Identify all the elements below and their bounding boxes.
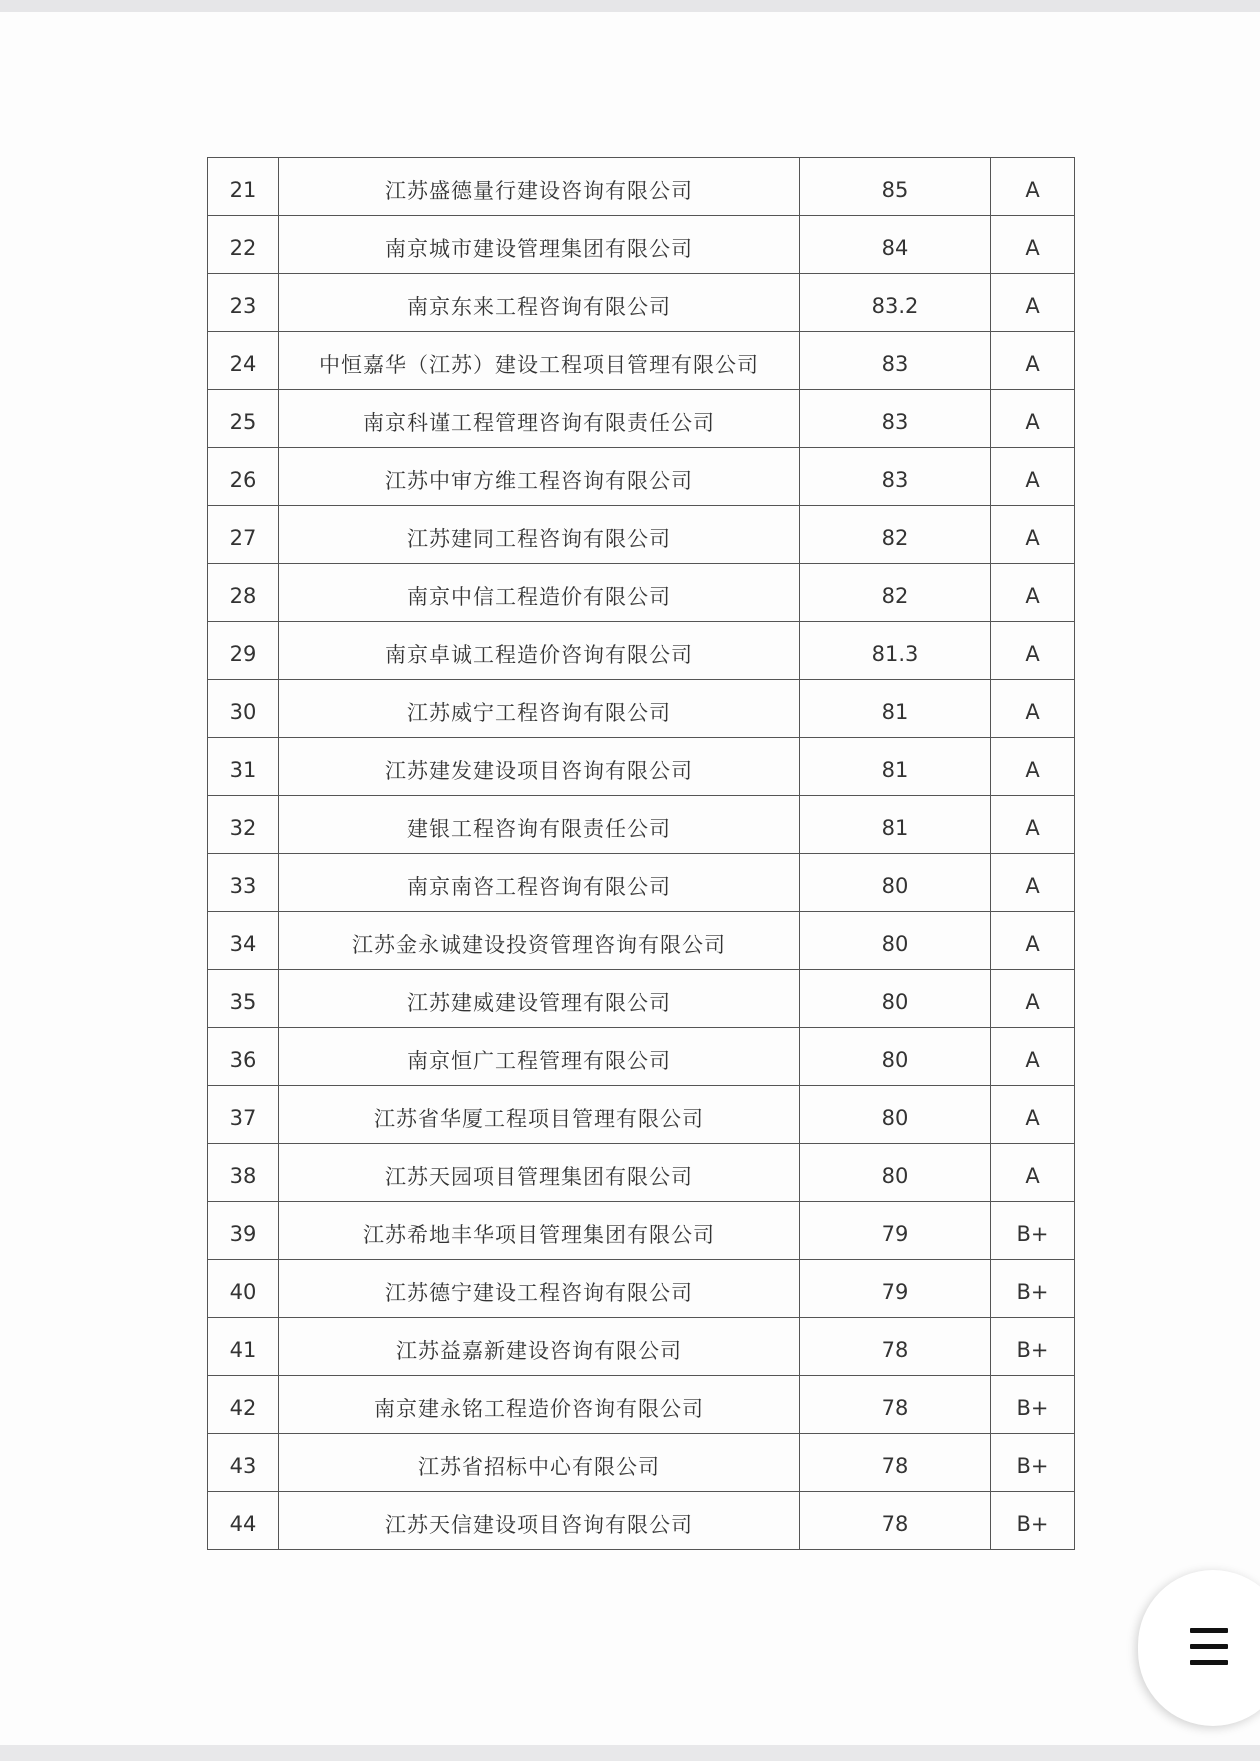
score: 83 — [800, 448, 991, 506]
score: 84 — [800, 216, 991, 274]
company-rating-table — [207, 157, 1075, 1550]
table-row — [208, 216, 1075, 274]
table-row — [208, 622, 1075, 680]
score: 82 — [800, 506, 991, 564]
grade: B+ — [991, 1376, 1075, 1434]
grade: B+ — [991, 1434, 1075, 1492]
grade: A — [991, 506, 1075, 564]
grade: B+ — [991, 1202, 1075, 1260]
company-name: 建银工程咨询有限责任公司 — [279, 796, 800, 854]
bottom-edge — [0, 1745, 1260, 1761]
row-number: 25 — [208, 390, 279, 448]
table-row — [208, 274, 1075, 332]
grade: A — [991, 564, 1075, 622]
company-name: 江苏省招标中心有限公司 — [279, 1434, 800, 1492]
grade: A — [991, 1086, 1075, 1144]
grade: A — [991, 390, 1075, 448]
score: 82 — [800, 564, 991, 622]
score: 83 — [800, 390, 991, 448]
company-name: 南京卓诚工程造价咨询有限公司 — [279, 622, 800, 680]
score: 78 — [800, 1318, 991, 1376]
company-name: 南京城市建设管理集团有限公司 — [279, 216, 800, 274]
table-row — [208, 912, 1075, 970]
grade: B+ — [991, 1260, 1075, 1318]
row-number: 31 — [208, 738, 279, 796]
row-number: 42 — [208, 1376, 279, 1434]
company-name: 南京科谨工程管理咨询有限责任公司 — [279, 390, 800, 448]
score: 80 — [800, 912, 991, 970]
row-number: 36 — [208, 1028, 279, 1086]
grade: B+ — [991, 1492, 1075, 1550]
grade: A — [991, 622, 1075, 680]
row-number: 24 — [208, 332, 279, 390]
company-name: 南京南咨工程咨询有限公司 — [279, 854, 800, 912]
grade: B+ — [991, 1318, 1075, 1376]
score: 80 — [800, 1028, 991, 1086]
company-name: 江苏建威建设管理有限公司 — [279, 970, 800, 1028]
table-row — [208, 738, 1075, 796]
grade: A — [991, 216, 1075, 274]
company-name: 南京中信工程造价有限公司 — [279, 564, 800, 622]
table-body — [208, 158, 1075, 1550]
grade: A — [991, 274, 1075, 332]
table-row — [208, 1318, 1075, 1376]
table-row — [208, 854, 1075, 912]
row-number: 27 — [208, 506, 279, 564]
table-row — [208, 564, 1075, 622]
row-number: 32 — [208, 796, 279, 854]
row-number: 30 — [208, 680, 279, 738]
score: 83.2 — [800, 274, 991, 332]
company-name: 南京东来工程咨询有限公司 — [279, 274, 800, 332]
grade: A — [991, 970, 1075, 1028]
company-name: 江苏金永诚建设投资管理咨询有限公司 — [279, 912, 800, 970]
score: 83 — [800, 332, 991, 390]
grade: A — [991, 854, 1075, 912]
table-row — [208, 1492, 1075, 1550]
score: 85 — [800, 158, 991, 216]
company-name: 江苏建发建设项目咨询有限公司 — [279, 738, 800, 796]
row-number: 26 — [208, 448, 279, 506]
company-name: 江苏德宁建设工程咨询有限公司 — [279, 1260, 800, 1318]
table-row — [208, 796, 1075, 854]
company-name: 江苏省华厦工程项目管理有限公司 — [279, 1086, 800, 1144]
company-name: 江苏威宁工程咨询有限公司 — [279, 680, 800, 738]
company-name: 江苏希地丰华项目管理集团有限公司 — [279, 1202, 800, 1260]
row-number: 43 — [208, 1434, 279, 1492]
table-row — [208, 1260, 1075, 1318]
table-row — [208, 390, 1075, 448]
row-number: 34 — [208, 912, 279, 970]
row-number: 35 — [208, 970, 279, 1028]
score: 81 — [800, 738, 991, 796]
table-row — [208, 448, 1075, 506]
hamburger-menu-icon — [1190, 1628, 1228, 1666]
company-name: 中恒嘉华（江苏）建设工程项目管理有限公司 — [279, 332, 800, 390]
grade: A — [991, 738, 1075, 796]
row-number: 41 — [208, 1318, 279, 1376]
table-row — [208, 158, 1075, 216]
grade: A — [991, 448, 1075, 506]
row-number: 39 — [208, 1202, 279, 1260]
score: 81 — [800, 796, 991, 854]
company-name: 江苏天园项目管理集团有限公司 — [279, 1144, 800, 1202]
row-number: 23 — [208, 274, 279, 332]
company-name: 南京建永铭工程造价咨询有限公司 — [279, 1376, 800, 1434]
row-number: 38 — [208, 1144, 279, 1202]
table-row — [208, 970, 1075, 1028]
company-name: 江苏益嘉新建设咨询有限公司 — [279, 1318, 800, 1376]
row-number: 28 — [208, 564, 279, 622]
table-row — [208, 1144, 1075, 1202]
table-row — [208, 332, 1075, 390]
row-number: 33 — [208, 854, 279, 912]
table-row — [208, 1202, 1075, 1260]
row-number: 40 — [208, 1260, 279, 1318]
company-name: 江苏建同工程咨询有限公司 — [279, 506, 800, 564]
table-row — [208, 1376, 1075, 1434]
grade: A — [991, 158, 1075, 216]
grade: A — [991, 1144, 1075, 1202]
row-number: 29 — [208, 622, 279, 680]
grade: A — [991, 680, 1075, 738]
score: 80 — [800, 970, 991, 1028]
table-row — [208, 680, 1075, 738]
row-number: 44 — [208, 1492, 279, 1550]
grade: A — [991, 332, 1075, 390]
score: 81 — [800, 680, 991, 738]
score: 80 — [800, 1144, 991, 1202]
score: 79 — [800, 1260, 991, 1318]
table-row — [208, 1028, 1075, 1086]
score: 80 — [800, 1086, 991, 1144]
score: 78 — [800, 1434, 991, 1492]
grade: A — [991, 796, 1075, 854]
table-row — [208, 1434, 1075, 1492]
table-row — [208, 1086, 1075, 1144]
company-name: 南京恒广工程管理有限公司 — [279, 1028, 800, 1086]
score: 78 — [800, 1376, 991, 1434]
score: 81.3 — [800, 622, 991, 680]
score: 78 — [800, 1492, 991, 1550]
score: 80 — [800, 854, 991, 912]
company-name: 江苏天信建设项目咨询有限公司 — [279, 1492, 800, 1550]
top-edge — [0, 0, 1260, 12]
table-row — [208, 506, 1075, 564]
grade: A — [991, 1028, 1075, 1086]
row-number: 21 — [208, 158, 279, 216]
company-name: 江苏盛德量行建设咨询有限公司 — [279, 158, 800, 216]
row-number: 22 — [208, 216, 279, 274]
row-number: 37 — [208, 1086, 279, 1144]
company-name: 江苏中审方维工程咨询有限公司 — [279, 448, 800, 506]
grade: A — [991, 912, 1075, 970]
score: 79 — [800, 1202, 991, 1260]
